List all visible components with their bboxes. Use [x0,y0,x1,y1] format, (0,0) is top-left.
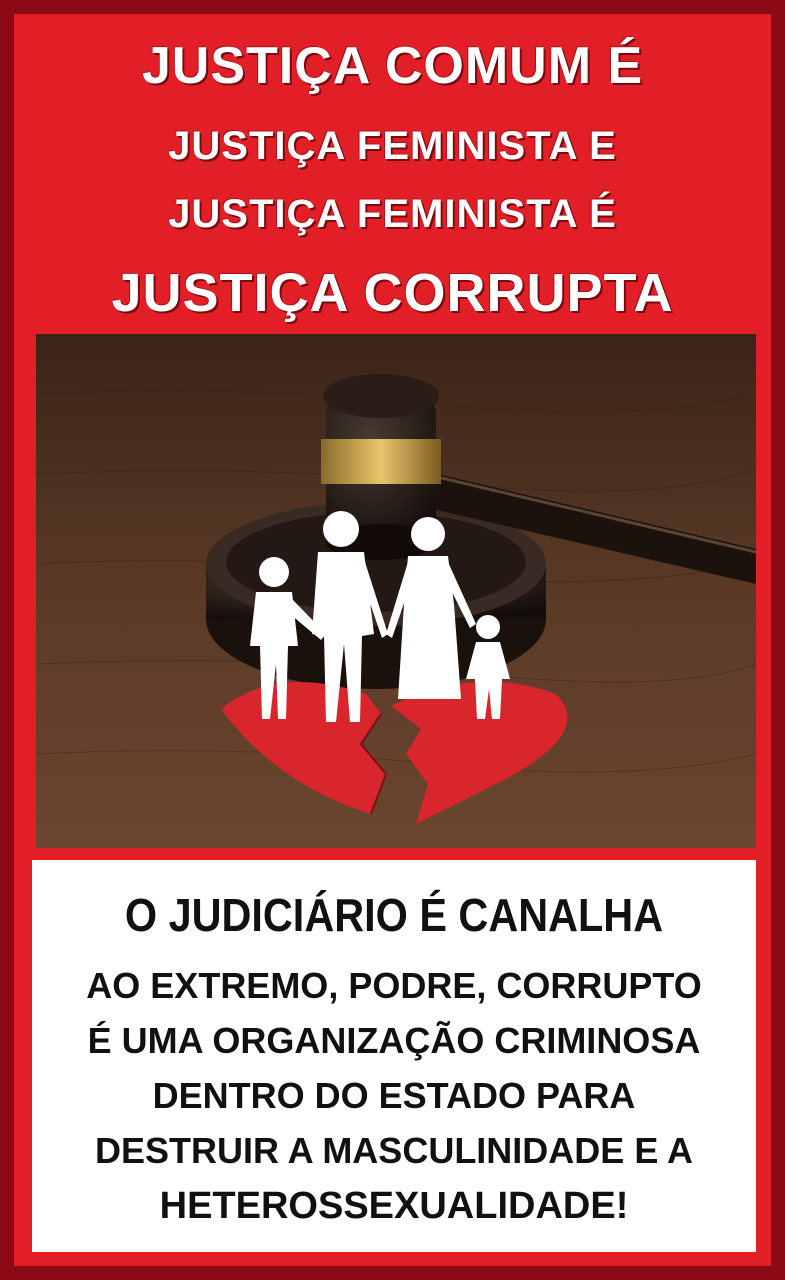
message-line-5: DESTRUIR A MASCULINIDADE E A [94,1130,693,1171]
headline-line-4: JUSTIÇA CORRUPTA [111,263,674,323]
poster-frame [14,14,771,1266]
message-line-2: AO EXTREMO, PODRE, CORRUPTO [86,965,702,1006]
message-line-4: DENTRO DO ESTADO PARA [152,1075,636,1116]
message-line-6: HETEROSSEXUALIDADE! [159,1185,629,1227]
headline-line-2: JUSTIÇA FEMINISTA E [168,124,617,168]
message-line-3: É UMA ORGANIZAÇÃO CRIMINOSA [87,1020,701,1061]
message-line-1: O JUDICIÁRIO É CANALHA [124,889,664,941]
headline-line-1: JUSTIÇA COMUM É [141,37,644,95]
gavel-family-photo [36,334,756,848]
headline-line-3: JUSTIÇA FEMINISTA É [168,192,617,236]
message-box [32,860,756,1252]
